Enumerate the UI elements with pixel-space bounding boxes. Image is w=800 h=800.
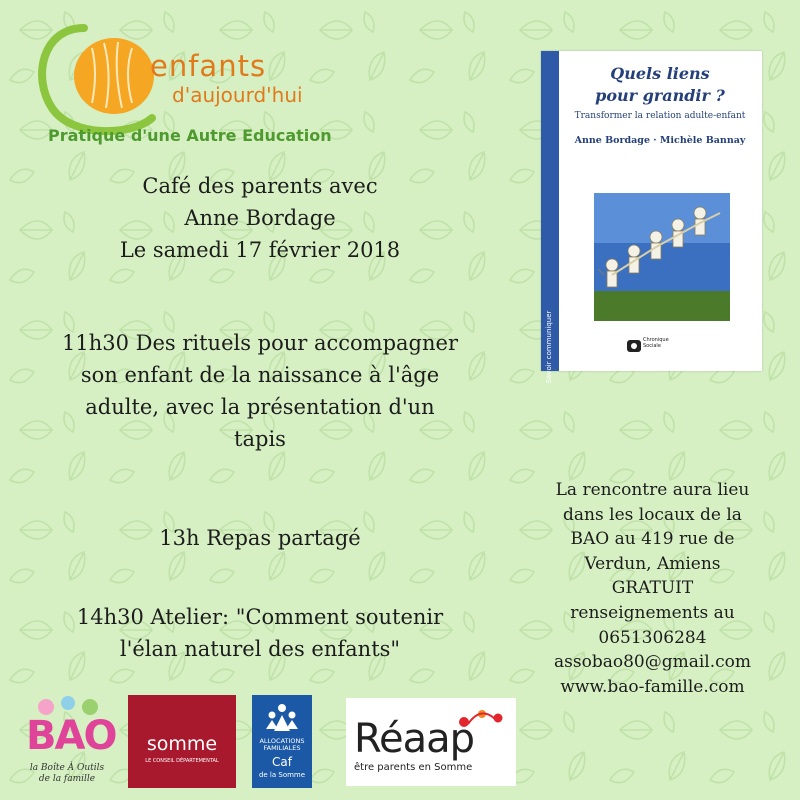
event-intro-line: Le samedi 17 février 2018 [119, 238, 401, 262]
event-session-line: son enfant de la naissance à l'âge [80, 363, 440, 387]
book-authors: Anne Bordage · Michèle Bannay [574, 135, 746, 146]
somme-subtitle: LE CONSEIL DÉPARTEMENTAL [145, 758, 219, 764]
caf-logo [252, 695, 312, 788]
event-session-rituals [40, 327, 480, 455]
event-session-line: adulte, avec la présentation d'un [85, 395, 435, 419]
bao-logo [18, 693, 116, 789]
bao-subtitle-line: la Boîte À Outils [29, 763, 105, 773]
reaap-name: Réaap [354, 716, 475, 762]
event-session-line: 13h Repas partagé [159, 526, 361, 550]
publisher-name-line: Sociale [643, 343, 661, 349]
brand-subtitle: d'aujourd'hui [172, 83, 303, 107]
info-line: GRATUIT [611, 578, 694, 599]
event-intro-line: Café des parents avec [142, 174, 378, 198]
book-title-line: Quels liens [610, 64, 710, 83]
brand-title: enfants [150, 49, 267, 83]
brand-tagline: Pratique d'une Autre Education [48, 126, 332, 145]
book-cover [541, 51, 762, 384]
reaap-logo [346, 698, 516, 786]
phone-number: 0651306284 [598, 627, 707, 648]
info-line: dans les locaux de la [563, 504, 742, 525]
event-session-lunch [40, 522, 480, 554]
event-intro-line: Anne Bordage [184, 206, 336, 230]
event-session-workshop [40, 601, 480, 665]
website-url: www.bao-famille.com [560, 676, 745, 697]
info-line: La rencontre aura lieu [555, 480, 750, 500]
book-title [565, 63, 755, 107]
publisher-name [643, 337, 693, 349]
bao-letters: BAO [26, 713, 116, 759]
bao-subtitle-line: de la famille [38, 774, 96, 784]
book-subtitle: Transformer la relation adulte-enfant [574, 111, 746, 121]
venue-info [515, 478, 790, 699]
caf-region: de la Somme [258, 771, 306, 779]
publisher-icon [627, 340, 641, 352]
caf-name: Caf [272, 755, 292, 769]
event-session-line: 11h30 Des rituels pour accompagner [62, 331, 458, 355]
caf-label-line: ALLOCATIONS [259, 737, 305, 745]
paper-chain-children-image [594, 193, 730, 321]
reaap-subtitle: être parents en Somme [354, 762, 473, 773]
caf-label [252, 738, 312, 752]
book-spine [541, 51, 559, 384]
somme-logo [128, 695, 236, 788]
somme-name: somme [146, 733, 218, 755]
publisher-name-line: Chronique [643, 337, 669, 343]
book-title-line: pour grandir ? [595, 86, 725, 105]
publisher-logo [627, 337, 687, 353]
event-intro [40, 170, 480, 266]
email-address: assobao80@gmail.com [554, 652, 751, 673]
event-session-line: 14h30 Atelier: "Comment soutenir [76, 605, 444, 629]
info-line: renseignements au [570, 602, 735, 623]
caf-family-icon [264, 703, 300, 733]
event-session-line: tapis [234, 427, 286, 451]
info-line: Verdun, Amiens [584, 553, 721, 574]
info-line: BAO au 419 rue de [570, 529, 735, 550]
book-collection: Savoir communiquer [545, 310, 553, 384]
caf-label-line: FAMILIALES [263, 744, 301, 752]
bao-subtitle [18, 763, 116, 785]
event-session-line: l'élan naturel des enfants" [119, 637, 401, 661]
